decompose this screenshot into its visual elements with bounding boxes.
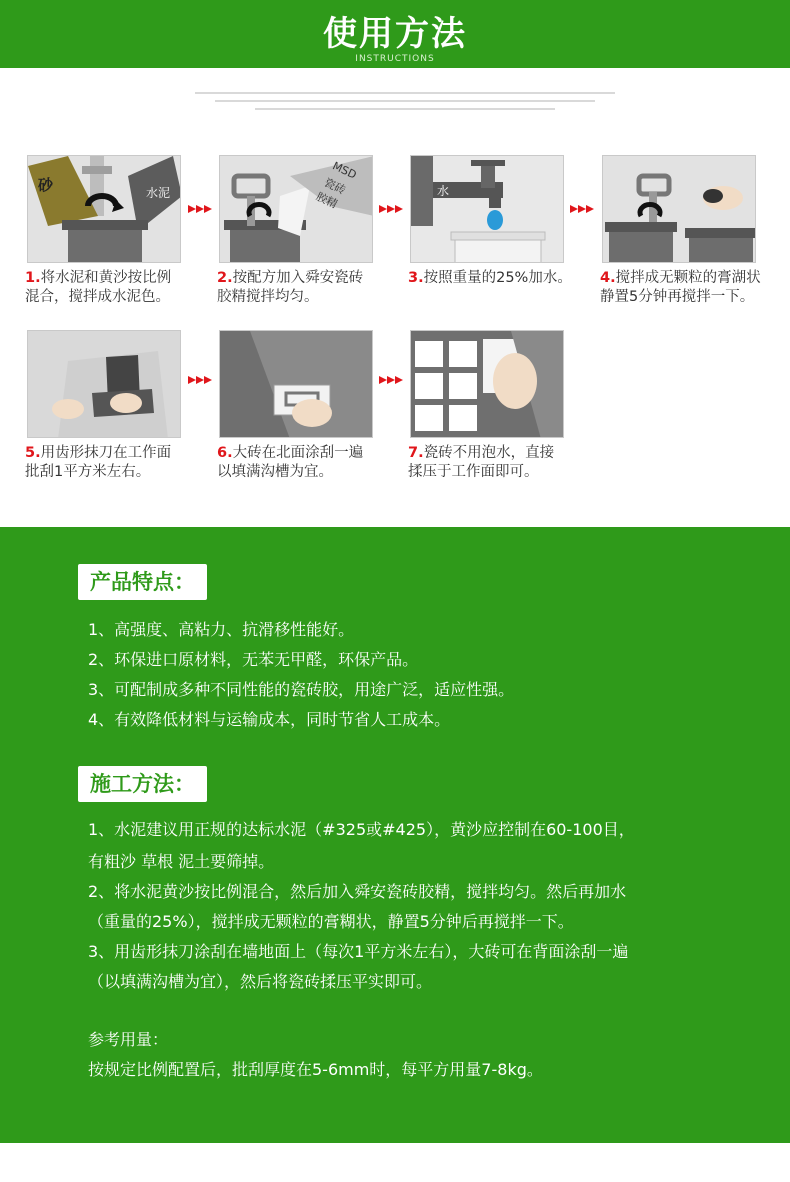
- feature-item: 3、可配制成多种不同性能的瓷砖胶，用途广泛，适应性强。: [88, 680, 515, 699]
- construction-line: 3、用齿形抹刀涂刮在墙地面上（每次1平方米左右），大砖可在背面涂刮一遍: [88, 942, 629, 961]
- construction-line: 有粗沙 草根 泥土要筛掉。: [88, 852, 275, 871]
- step-2-line2: 胶精搅拌均匀。: [217, 289, 319, 305]
- feature-item: 4、有效降低材料与运输成本，同时节省人工成本。: [88, 710, 451, 729]
- step-2-line1: 按配方加入舜安瓷砖: [232, 270, 364, 286]
- step-6-caption: [217, 444, 389, 482]
- step-1-line1: 将水泥和黄沙按比例: [40, 270, 172, 286]
- step-3-number: 3.: [408, 270, 424, 286]
- step-7-caption: [408, 444, 580, 482]
- step-3-caption: [408, 269, 580, 288]
- step-3-line1: 按照重量的25%加水。: [423, 270, 572, 286]
- header-banner: [0, 0, 790, 68]
- step-3-illustration: [410, 155, 564, 263]
- page-subtitle: INSTRUCTIONS: [355, 54, 435, 64]
- step-2-label-brand: MSD: [330, 159, 359, 182]
- step-4-number: 4.: [600, 270, 616, 286]
- step-1-caption: [25, 269, 197, 307]
- decorative-line: [215, 100, 595, 102]
- construction-line: （重量的25%），搅拌成无颗粒的膏糊状，静置5分钟后再搅拌一下。: [88, 912, 574, 931]
- step-4-line1: 搅拌成无颗粒的膏湖状: [615, 270, 761, 286]
- step-7-number: 7.: [408, 445, 424, 461]
- step-5-line1: 用齿形抹刀在工作面: [40, 445, 172, 461]
- page-title: 使用方法: [323, 14, 467, 54]
- step-1-number: 1.: [25, 270, 41, 286]
- step-1-line2: 混合，搅拌成水泥色。: [25, 289, 170, 305]
- step-7-illustration: [410, 330, 564, 438]
- feature-item: 1、高强度、高粘力、抗滑移性能好。: [88, 620, 355, 639]
- step-2-label-tile: 瓷砖: [322, 175, 348, 197]
- decorative-line: [255, 108, 555, 110]
- step-1-label-cement: 水泥: [146, 186, 171, 200]
- step-5-illustration: [27, 330, 181, 438]
- step-4-line2: 静置5分钟再搅拌一下。: [600, 289, 755, 305]
- construction-heading: 施工方法：: [78, 766, 207, 802]
- step-1-label-sand: 砂: [38, 176, 54, 194]
- usage-title: 参考用量：: [88, 1030, 169, 1049]
- step-2-number: 2.: [217, 270, 233, 286]
- step-7-line2: 揉压于工作面即可。: [408, 464, 539, 480]
- usage-text: 按规定比例配置后，批刮厚度在5-6mm时，每平方用量7-8kg。: [88, 1060, 543, 1079]
- step-5-number: 5.: [25, 445, 41, 461]
- step-2-illustration: [219, 155, 373, 263]
- feature-item: 2、环保进口原材料，无苯无甲醛，环保产品。: [88, 650, 419, 669]
- step-4-caption: [600, 269, 772, 307]
- step-6-line1: 大砖在北面涂刮一遍: [232, 445, 364, 461]
- step-2-label-glue: 胶精: [314, 189, 340, 211]
- step-6-number: 6.: [217, 445, 233, 461]
- arrow-right-icon: [379, 374, 405, 386]
- step-5-line2: 批刮1平方米左右。: [25, 464, 151, 480]
- features-heading: 产品特点：: [78, 564, 207, 600]
- step-2-caption: [217, 269, 389, 307]
- decorative-line: [195, 92, 615, 94]
- arrow-right-icon: [188, 374, 214, 386]
- construction-line: 1、水泥建议用正规的达标水泥（#325或#425），黄沙应控制在60-100目，: [88, 820, 635, 839]
- step-5-caption: [25, 444, 197, 482]
- step-1-illustration: [27, 155, 181, 263]
- step-6-illustration: [219, 330, 373, 438]
- step-6-line2: 以填满沟槽为宜。: [217, 464, 333, 480]
- step-4-illustration: [602, 155, 756, 263]
- step-3-label-water: 水: [437, 184, 450, 198]
- construction-line: （以填满沟槽为宜），然后将瓷砖揉压平实即可。: [88, 972, 433, 991]
- arrow-right-icon: [188, 203, 214, 215]
- arrow-right-icon: [570, 203, 596, 215]
- construction-line: 2、将水泥黄沙按比例混合，然后加入舜安瓷砖胶精，搅拌均匀。然后再加水: [88, 882, 627, 901]
- arrow-right-icon: [379, 203, 405, 215]
- step-7-line1: 瓷砖不用泡水，直接: [423, 445, 555, 461]
